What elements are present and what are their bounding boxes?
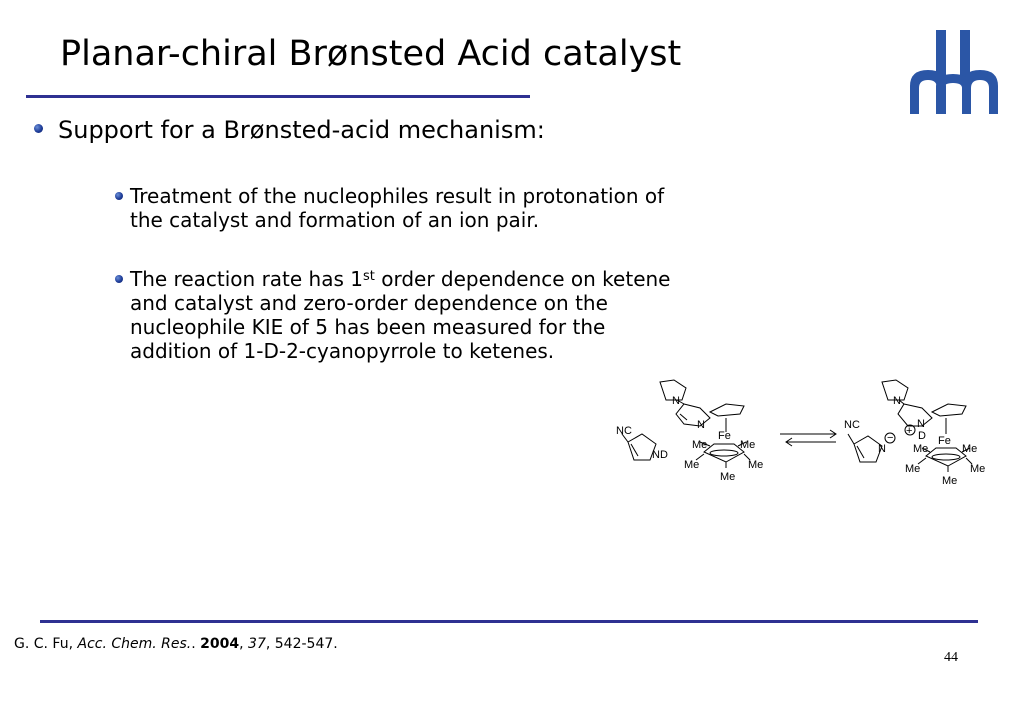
label-me: Me	[962, 443, 978, 455]
sub-bullet-line: the catalyst and formation of an ion pair.	[130, 208, 540, 232]
sub-bullet-reaction-rate	[130, 267, 670, 363]
pyridine-ring-right	[898, 404, 932, 426]
label-me: Me	[748, 459, 764, 471]
university-logo-icon	[910, 30, 998, 114]
sub-bullet-line: and catalyst and zero-order dependence on the	[130, 291, 608, 315]
sub-bullet-line: nucleophile KIE of 5 has been measured for the	[130, 315, 606, 339]
label-me: Me	[740, 439, 756, 451]
label-n-anion: N	[878, 443, 886, 455]
label-minus-charge: −	[887, 432, 894, 444]
label-me: Me	[970, 463, 986, 475]
rate-text-post: order dependence on ketene	[374, 267, 671, 291]
label-me: Me	[684, 459, 700, 471]
bullet-dot	[115, 192, 123, 200]
sub-bullet-protonation	[130, 184, 664, 232]
citation-year: 2004	[200, 636, 240, 652]
cp-ring-left	[710, 404, 744, 416]
footer-rule	[40, 620, 978, 623]
label-nd: ND	[652, 449, 668, 461]
label-n-pyridinium: N	[917, 418, 925, 430]
citation-journal: Acc. Chem. Res.	[77, 636, 192, 652]
label-me: Me	[913, 443, 929, 455]
label-d: D	[918, 430, 926, 442]
citation-author: G. C. Fu,	[14, 636, 74, 652]
reaction-scheme	[600, 372, 1000, 494]
label-me: Me	[720, 471, 736, 483]
rate-text-pre: The reaction rate has 1	[130, 267, 363, 291]
citation-volume: 37	[248, 636, 266, 652]
label-me: Me	[692, 439, 708, 451]
label-nc: NC	[844, 419, 860, 431]
bullet-dot	[34, 124, 43, 133]
bullet-support-mechanism: Support for a Brønsted-acid mechanism:	[58, 116, 545, 144]
sub-bullet-line	[130, 267, 670, 291]
citation: G. C. Fu, Acc. Chem. Res.. 2004, 37, 542-547.	[14, 636, 338, 652]
ordinal-superscript: st	[362, 269, 375, 284]
label-fe: Fe	[718, 430, 731, 442]
label-n-pyridine: N	[697, 419, 705, 431]
label-nc: NC	[616, 425, 632, 437]
title-underline	[26, 95, 530, 98]
bullet-dot	[115, 275, 123, 283]
label-me: Me	[905, 463, 921, 475]
label-n-amine: N	[672, 395, 680, 407]
citation-pages: , 542-547.	[265, 636, 338, 652]
sub-bullet-line: addition of 1-D-2-cyanopyrrole to ketenes.	[130, 339, 555, 363]
label-me: Me	[942, 475, 958, 487]
label-n-amine: N	[893, 395, 901, 407]
cp-ring-right	[932, 404, 966, 416]
label-fe: Fe	[938, 435, 951, 447]
label-plus-charge: +	[906, 425, 913, 437]
slide-title: Planar-chiral Brønsted Acid catalyst	[60, 34, 682, 74]
sub-bullet-line: Treatment of the nucleophiles result in protonation of	[130, 184, 665, 208]
page-number: 44	[944, 650, 958, 665]
